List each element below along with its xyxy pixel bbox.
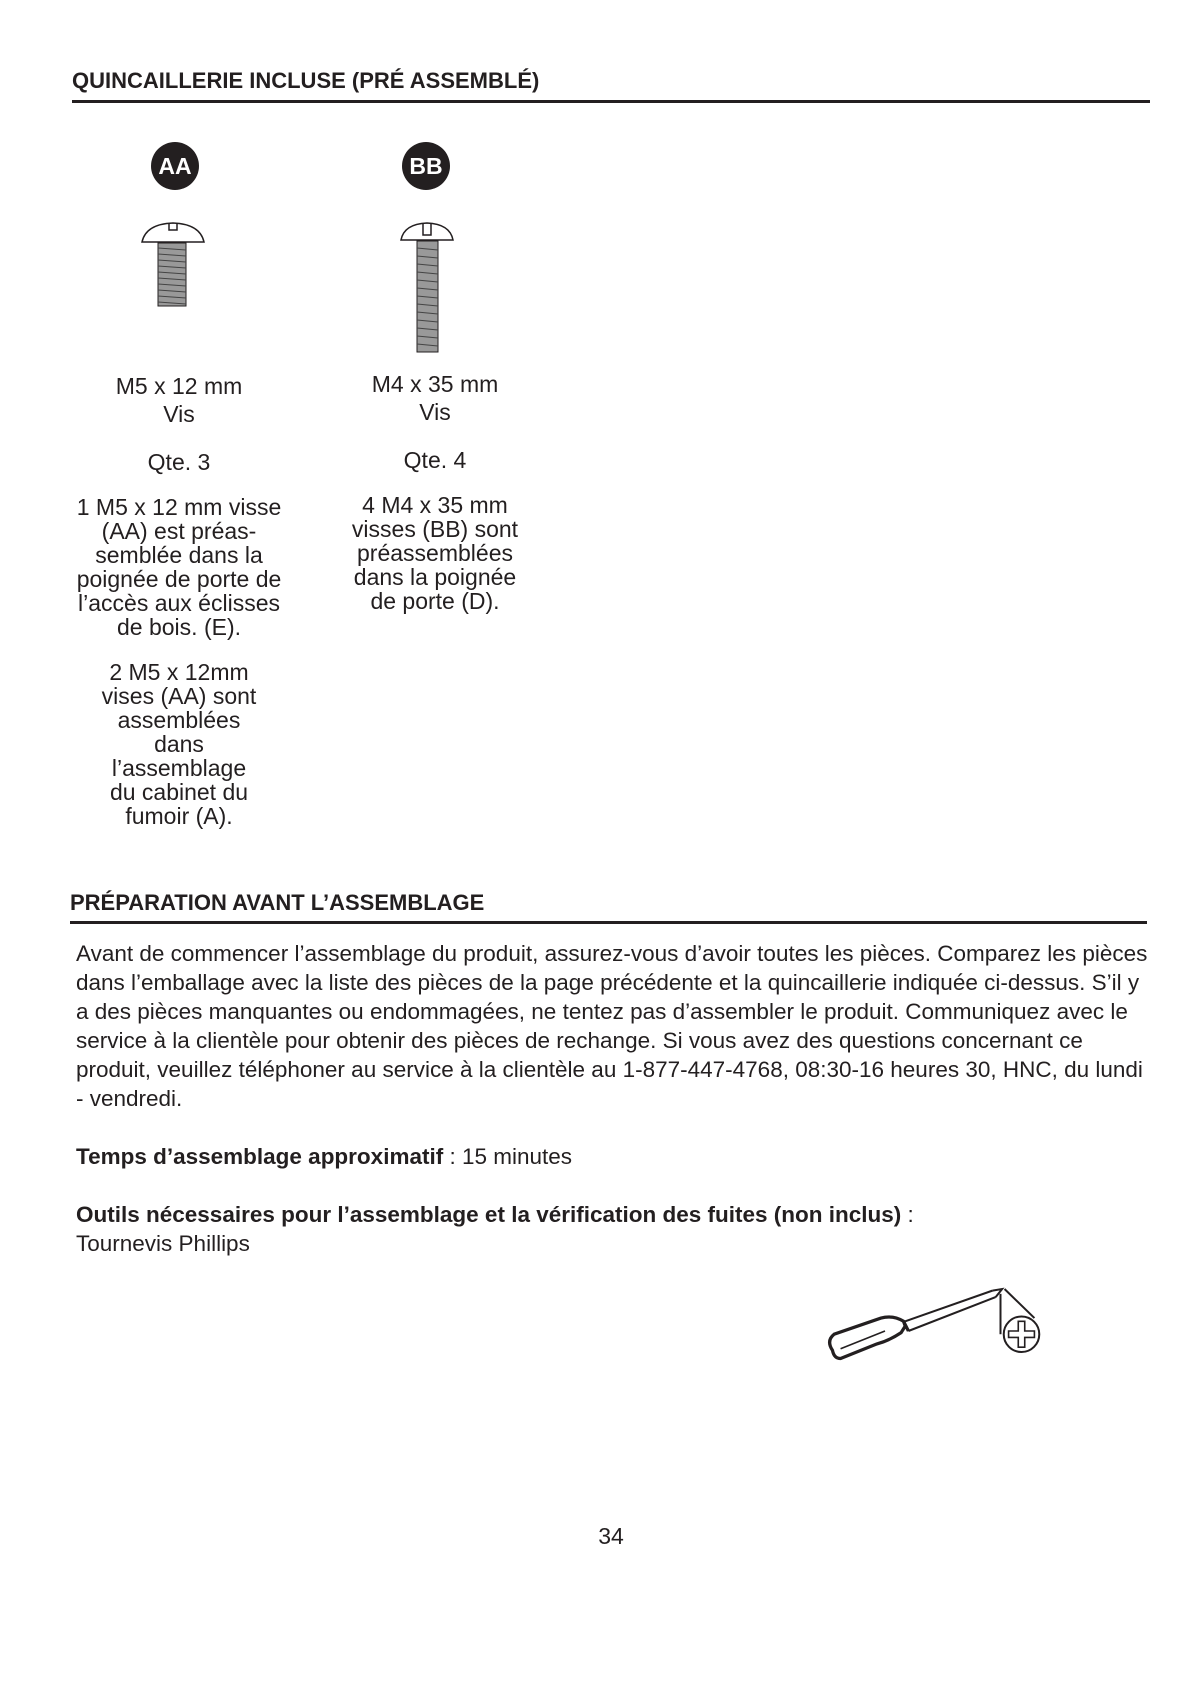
page-number: 34: [598, 1523, 624, 1549]
item-qty: Qte. 3: [147, 449, 211, 475]
item-type: Vis: [419, 399, 451, 425]
tools-required: [76, 1200, 1156, 1258]
hardware-item-bb: [345, 370, 525, 613]
divider: [70, 921, 1147, 924]
assembly-time-value: : 15 minutes: [443, 1144, 573, 1169]
item-qty: Qte. 4: [403, 447, 467, 473]
tools-label: Outils nécessaires pour l’assemblage et la vérification des fuites (non inclus): [76, 1202, 902, 1227]
assembly-time-label: Temps d’assemblage approximatif: [76, 1144, 444, 1169]
badge-aa: AA: [151, 142, 199, 190]
item-size: M5 x 12 mm: [115, 373, 243, 399]
screw-bb-icon: [398, 220, 456, 356]
badge-bb: BB: [402, 142, 450, 190]
screw-aa-icon: [138, 218, 208, 310]
item-note: 1 M5 x 12 mm visse (AA) est préas-semblée dans la poignée de porte de l’accès aux éclisses de bois. (E).: [76, 494, 282, 640]
preparation-text: [76, 939, 1156, 1258]
preparation-heading: PRÉPARATION AVANT L’ASSEMBLAGE: [70, 890, 485, 915]
phillips-screwdriver-icon: [800, 1268, 1075, 1373]
preparation-body: Avant de commencer l’assemblage du produit, assurez-vous d’avoir toutes les pièces. Comparez les pièces dans l’emballage avec la liste des pièces de la page précédente et la quincaillerie indiquée ci-dessus. S’il y a des pièces manquantes ou endommagées, ne tentez pas d’assembler le produit. Communiquez avec le service à la clientèle pour obtenir des pièces de rechange. Si vous avez des questions concernant ce produit, veuillez téléphoner au service à la clientèle au 1-877-447-4768, 08:30-16 heures 30, HNC, du lundi - vendredi.: [76, 941, 1148, 1111]
tools-separator: :: [901, 1202, 914, 1227]
item-type: Vis: [163, 401, 195, 427]
divider: [72, 100, 1150, 103]
assembly-time: [76, 1142, 1156, 1171]
tools-value: Tournevis Phillips: [76, 1231, 250, 1256]
hardware-item-aa: [69, 372, 289, 828]
item-note: 2 M5 x 12mm vises (AA) sont assemblées dans l’assemblage du cabinet du fumoir (A).: [101, 659, 257, 829]
hardware-heading: QUINCAILLERIE INCLUSE (PRÉ ASSEMBLÉ): [72, 68, 540, 93]
item-size: M4 x 35 mm: [371, 371, 499, 397]
item-note: 4 M4 x 35 mm visses (BB) sont préassemblées dans la poignée de porte (D).: [351, 492, 519, 614]
